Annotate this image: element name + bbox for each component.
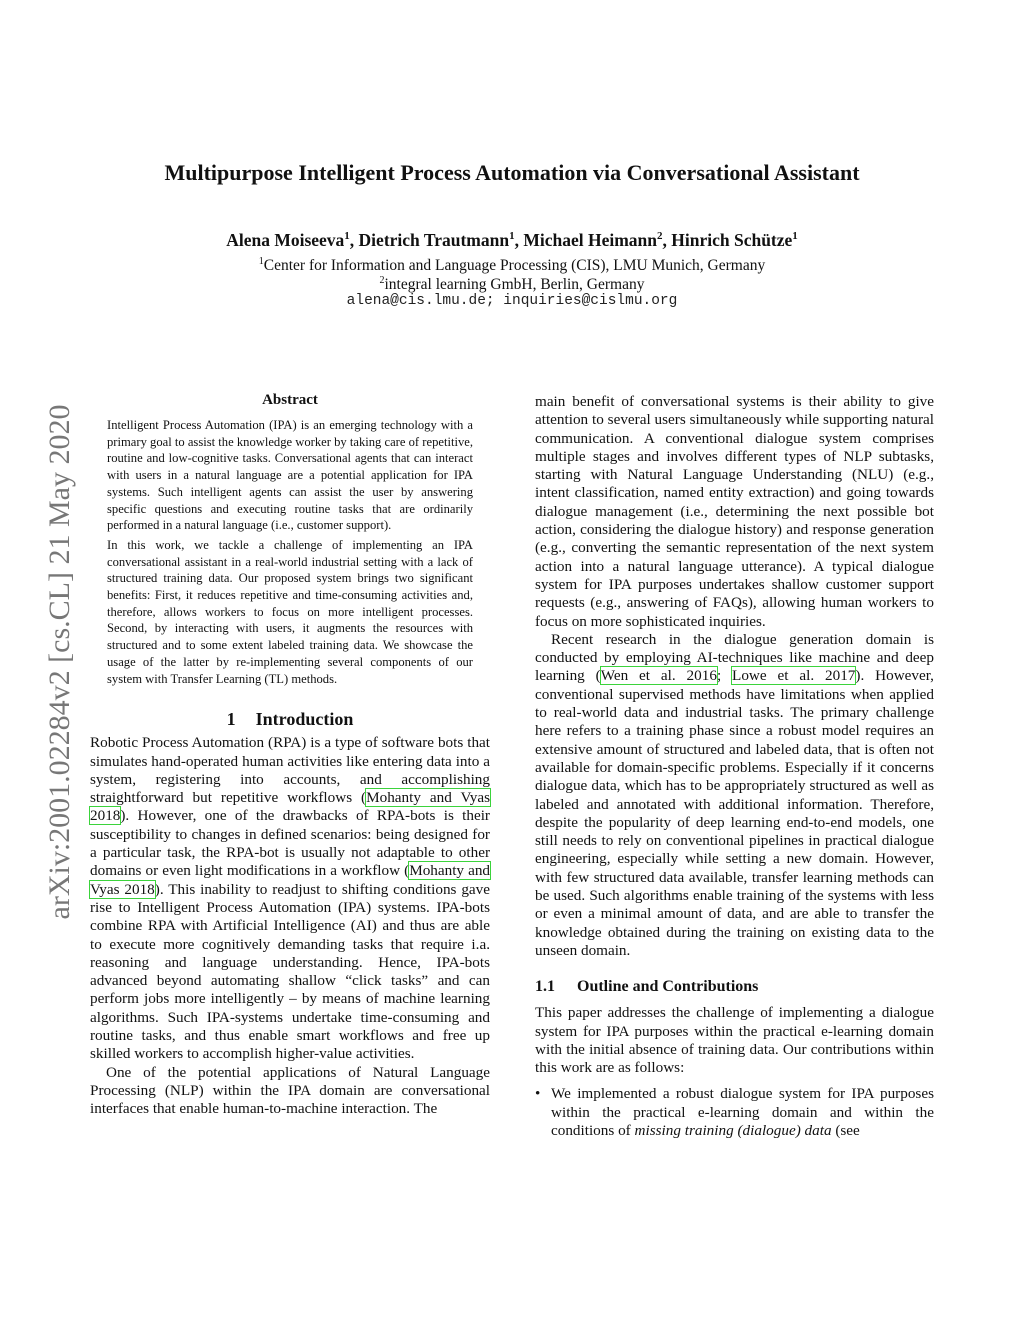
section-heading-introduction xyxy=(90,709,490,730)
paragraph: This paper addresses the challenge of implementing a dialogue system for IPA purposes within the practical e-learning domain with the initial absence of training data. Our contributions within this work are as follows: xyxy=(535,1004,934,1077)
subsection-heading-outline xyxy=(535,978,934,996)
paper-title: Multipurpose Intelligent Process Automation via Conversational Assistant xyxy=(164,160,860,185)
citation-link[interactable]: Mohanty and Vyas 2018 xyxy=(90,862,491,898)
outline-body xyxy=(535,1004,934,1140)
paragraph: One of the potential applications of Natural Language Processing (NLP) within the IPA domain are conversational interfaces that enable human-to-machine interaction. The xyxy=(90,1063,490,1118)
text-run: ). This inability to readjust to shifting conditions gave rise to Intelligent Process Automation (IPA) systems. IPA-bots combine RPA with Artificial Intelligence (AI) and thus are able to execute more cognitively demanding tasks that require i.a. reasoning and language understanding. Hence, IPA-bots advanced beyond automating shallow “click tasks” and can perform jobs more intelligently – by means of machine learning algorithms. Such IPA-systems undertake time-consuming and routine tasks, and thus enable smart workflows and free up skilled workers to accomplish higher-value activities. xyxy=(90,880,490,1063)
author-name: Michael Heimann xyxy=(523,230,657,250)
affiliation-text: Center for Information and Language Processing (CIS), LMU Munich, Germany xyxy=(263,257,766,275)
affiliation-line xyxy=(0,275,1024,294)
emphasis-text: missing training (dialogue) data xyxy=(634,1121,832,1139)
affiliation-line xyxy=(0,256,1024,275)
text-run: We implemented a robust dialogue system for IPA purposes within the practical e-learning domain and within the conditions of xyxy=(551,1085,934,1139)
text-run: Recent research in the dialogue generation domain is conducted by employing AI-techniques like machine and deep learning ( xyxy=(535,630,934,685)
abstract-heading: Abstract xyxy=(262,392,318,408)
introduction-body xyxy=(90,734,490,1118)
citation-link[interactable]: Wen et al. 2016 xyxy=(600,667,717,685)
author-name: Hinrich Schütze xyxy=(671,230,793,250)
author-affiliation-mark: 1 xyxy=(792,230,798,243)
text-run: ). However, one of the drawbacks of RPA-bots is their susceptibility to changes in defined scenarios: being designed for a particular task, the RPA-bot is usually not adaptable to other domains or even light modifications in a workflow ( xyxy=(90,807,490,880)
contribution-list xyxy=(535,1085,934,1140)
section-title: Introduction xyxy=(255,709,354,730)
bullet-icon: • xyxy=(535,1085,541,1103)
affiliation-number: 2 xyxy=(379,275,385,286)
author-emails: alena@cis.lmu.de; inquiries@cislmu.org xyxy=(346,293,678,309)
section-number: 1 xyxy=(226,709,236,730)
author-name: Alena Moiseeva xyxy=(226,230,345,250)
text-run: (see xyxy=(831,1121,860,1139)
citation-link[interactable]: Lowe et al. 2017 xyxy=(732,667,856,685)
abstract-paragraph: In this work, we tackle a challenge of implementing an IPA conversational assistant in a real-world industrial setting with a lack of structured training data. Our proposed system brings two significant benefits: First, it reduces repetitive and time-consuming activities and, therefore, allows workers to focus on more intelligent processes. Second, by interacting with users, it augments the resources with structured and to some extent labeled training data. We showcase the usage of the latter by re-implementing several components of our system with Transfer Learning (TL) methods. xyxy=(107,537,473,686)
paragraph xyxy=(535,631,934,960)
text-run: ; xyxy=(716,667,733,685)
author-affiliation-mark: 1 xyxy=(344,230,350,243)
subsection-number: 1.1 xyxy=(535,978,555,996)
affiliation-text: integral learning GmbH, Berlin, Germany xyxy=(384,276,645,294)
abstract-paragraph: Intelligent Process Automation (IPA) is an emerging technology with a primary goal to assist the knowledge worker by taking care of repetitive, routine and low-cognitive tasks. Conversational agents that can interact with users in a natural language are a potential application for IPA systems. Such intelligent agents can assist the user by answering specific questions and executing routine tasks that are ordinarily performed in a natural language (i.e., customer support). xyxy=(107,418,473,533)
author-affiliation-mark: 2 xyxy=(657,230,663,243)
paragraph xyxy=(90,734,490,1063)
author-name: Dietrich Trautmann xyxy=(358,230,510,250)
text-run: Robotic Process Automation (RPA) is a type of software bots that simulates hand-operated human activities like entering data into a system, registering into accounts, and accomplishing straightforward but repetitive workflows ( xyxy=(90,734,490,807)
paragraph: main benefit of conversational systems is their ability to give attention to several users simultaneously while supporting natural communication. A conventional dialogue system comprises multiple stages and involves different types of NLP subtasks, starting with Natural Language Understanding (NLU) (e.g., intent classification, named entity extraction) and going towards dialogue management (i.e., determining the next possible bot action, considering the dialogue history) and response generation (e.g., converting the semantic representation of the next system action into a natural language utterance). A typical dialogue system for IPA purposes undertakes shallow customer support requests (e.g., answering of FAQs), allowing human workers to focus on more sophisticated inquiries. xyxy=(535,393,934,630)
arxiv-identifier-watermark: arXiv:2001.02284v2 [cs.CL] 21 May 2020 xyxy=(43,404,76,920)
right-column xyxy=(535,393,934,1140)
author-affiliation-mark: 1 xyxy=(509,230,515,243)
citation-link[interactable]: Mohanty and Vyas 2018 xyxy=(90,789,490,825)
list-item xyxy=(535,1085,934,1140)
author-list: Alena Moiseeva$^1$, Dietrich Trautmann$^1$, Michael Heimann$^2$, Hinrich Schütze$^1$ xyxy=(226,230,798,250)
affiliation-number: 1 xyxy=(258,256,264,267)
abstract-body xyxy=(107,417,473,687)
left-column xyxy=(90,392,490,1118)
introduction-body-continued xyxy=(535,393,934,960)
subsection-title: Outline and Contributions xyxy=(577,978,759,996)
text-run: ). However, conventional supervised methods have limitations when applied to real-world data and industrial tasks. The primary challenge here refers to a training phase since a robust model requires an extensive amount of structured and labeled data, that is often not available for domain-specific problems. Especially if it concerns dialogue data, which has to be appropriately structured as well as labeled and annotated with additional information. Therefore, despite the popularity of deep learning end-to-end models, one still needs to rely on conventional pipelines in practical dialogue engineering, especially while setting a new domain. However, with few structured data available, transfer learning methods can be used. Such algorithms enable training of the systems with less or even a minimal amount of data, and are able to transfer the knowledge obtained during the training on existing data to the unseen domain. xyxy=(535,667,934,959)
